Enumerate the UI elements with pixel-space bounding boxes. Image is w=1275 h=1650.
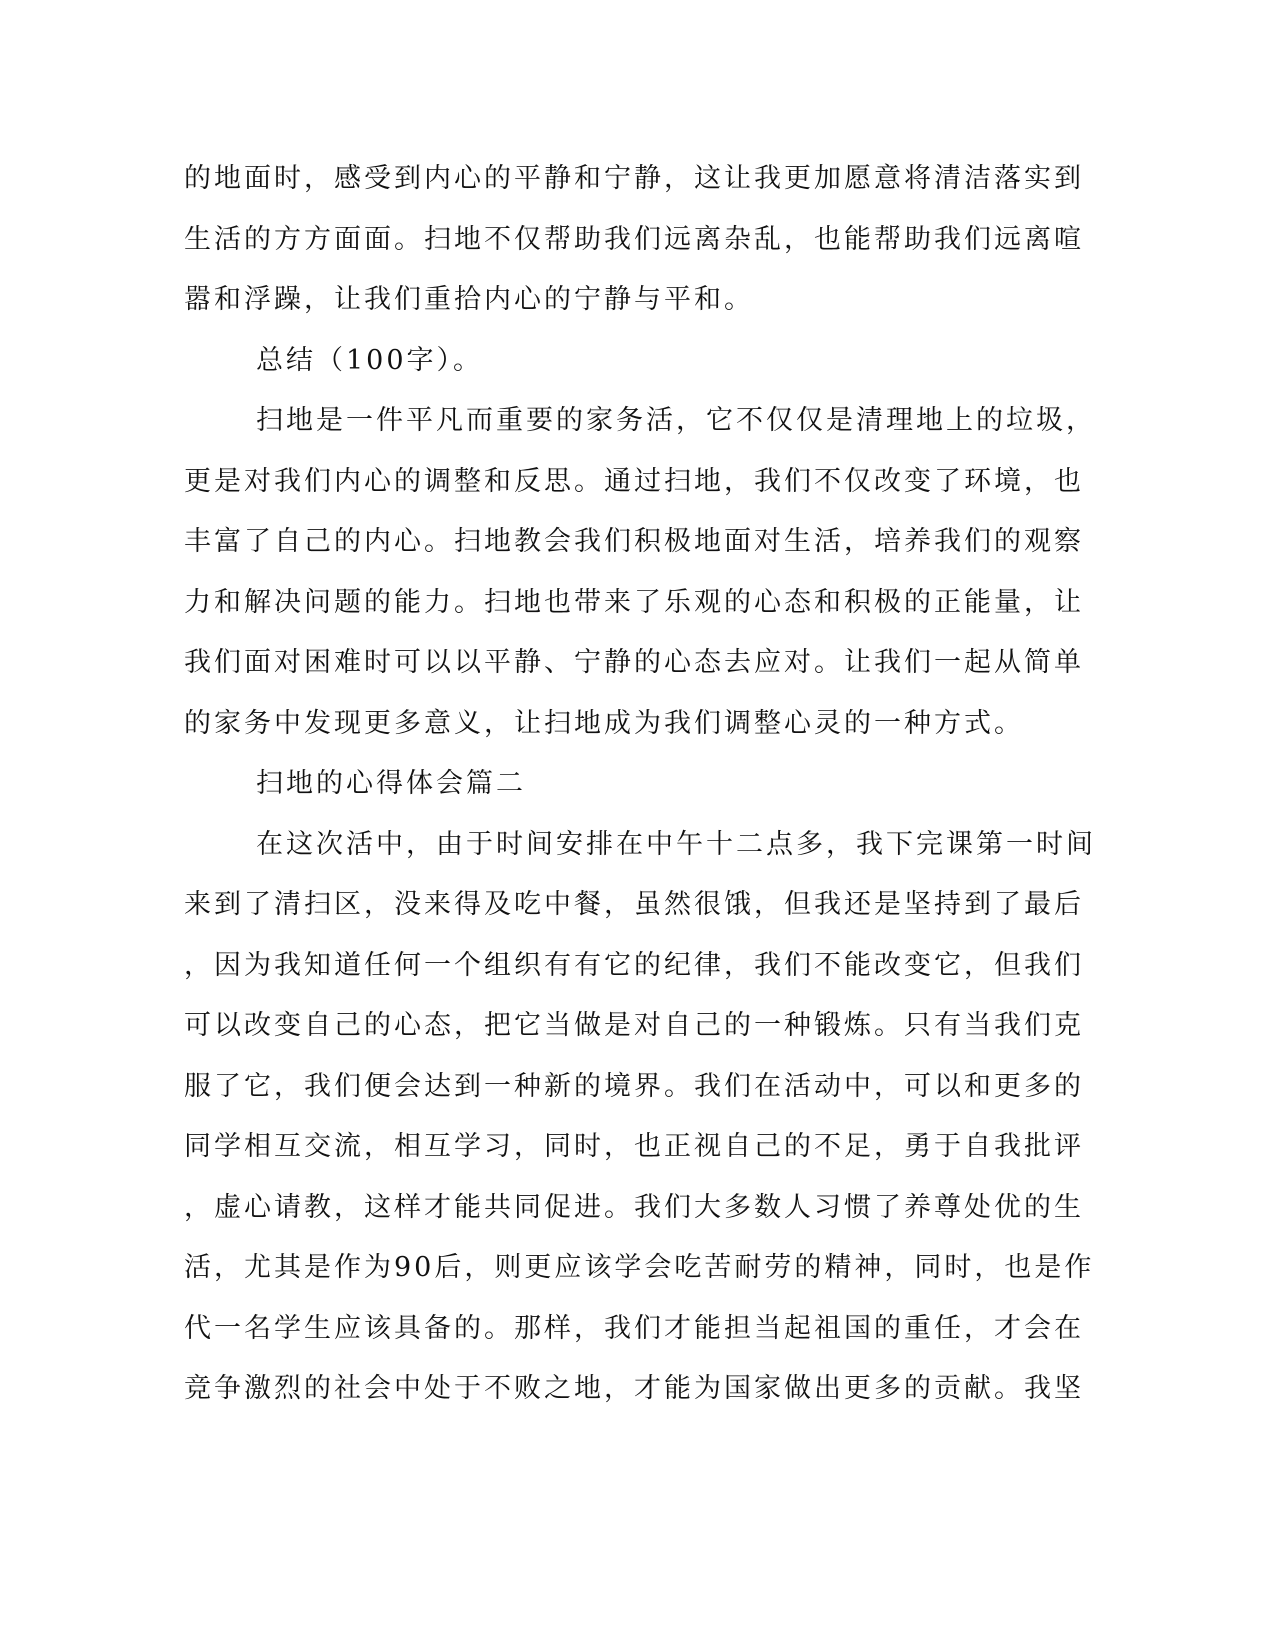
text-line: 扫地是一件平凡而重要的家务活，它不仅仅是清理地上的垃圾，	[256, 405, 1096, 436]
text-line: 竞争激烈的社会中处于不败之地，才能为国家做出更多的贡献。我坚	[184, 1373, 1084, 1404]
text-line: ，虚心请教，这样才能共同促进。我们大多数人习惯了养尊处优的生	[184, 1191, 1084, 1223]
text-line: 同学相互交流，相互学习，同时，也正视自己的不足，勇于自我批评	[184, 1131, 1084, 1162]
text-line: ，因为我知道任何一个组织有有它的纪律，我们不能改变它，但我们	[184, 949, 1084, 981]
section-heading-part-two: 扫地的心得体会篇二	[256, 768, 526, 799]
text-line: 丰富了自己的内心。扫地教会我们积极地面对生活，培养我们的观察	[184, 526, 1084, 557]
section-heading-summary: 总结（100字）。	[256, 344, 484, 376]
text-line: 服了它，我们便会达到一种新的境界。我们在活动中，可以和更多的	[184, 1070, 1084, 1102]
text-line: 我们面对困难时可以以平静、宁静的心态去应对。让我们一起从简单	[184, 647, 1084, 678]
text-line: 代一名学生应该具备的。那样，我们才能担当起祖国的重任，才会在	[184, 1312, 1084, 1344]
text-line: 的家务中发现更多意义，让扫地成为我们调整心灵的一种方式。	[184, 707, 1024, 739]
text-line: 可以改变自己的心态，把它当做是对自己的一种锻炼。只有当我们克	[184, 1010, 1084, 1041]
text-line: 在这次活中，由于时间安排在中午十二点多，我下完课第一时间	[256, 828, 1096, 860]
text-line: 活，尤其是作为90后，则更应该学会吃苦耐劳的精神，同时，也是作	[184, 1252, 1095, 1283]
text-line: 力和解决问题的能力。扫地也带来了乐观的心态和积极的正能量，让	[184, 586, 1084, 618]
text-line: 嚣和浮躁，让我们重拾内心的宁静与平和。	[184, 284, 754, 315]
text-line: 生活的方方面面。扫地不仅帮助我们远离杂乱，也能帮助我们远离喧	[184, 223, 1084, 255]
text-line: 来到了清扫区，没来得及吃中餐，虽然很饿，但我还是坚持到了最后	[184, 889, 1084, 920]
text-line: 的地面时，感受到内心的平静和宁静，这让我更加愿意将清洁落实到	[184, 163, 1084, 194]
document-body	[184, 157, 1096, 1428]
text-line: 更是对我们内心的调整和反思。通过扫地，我们不仅改变了环境，也	[184, 465, 1084, 497]
